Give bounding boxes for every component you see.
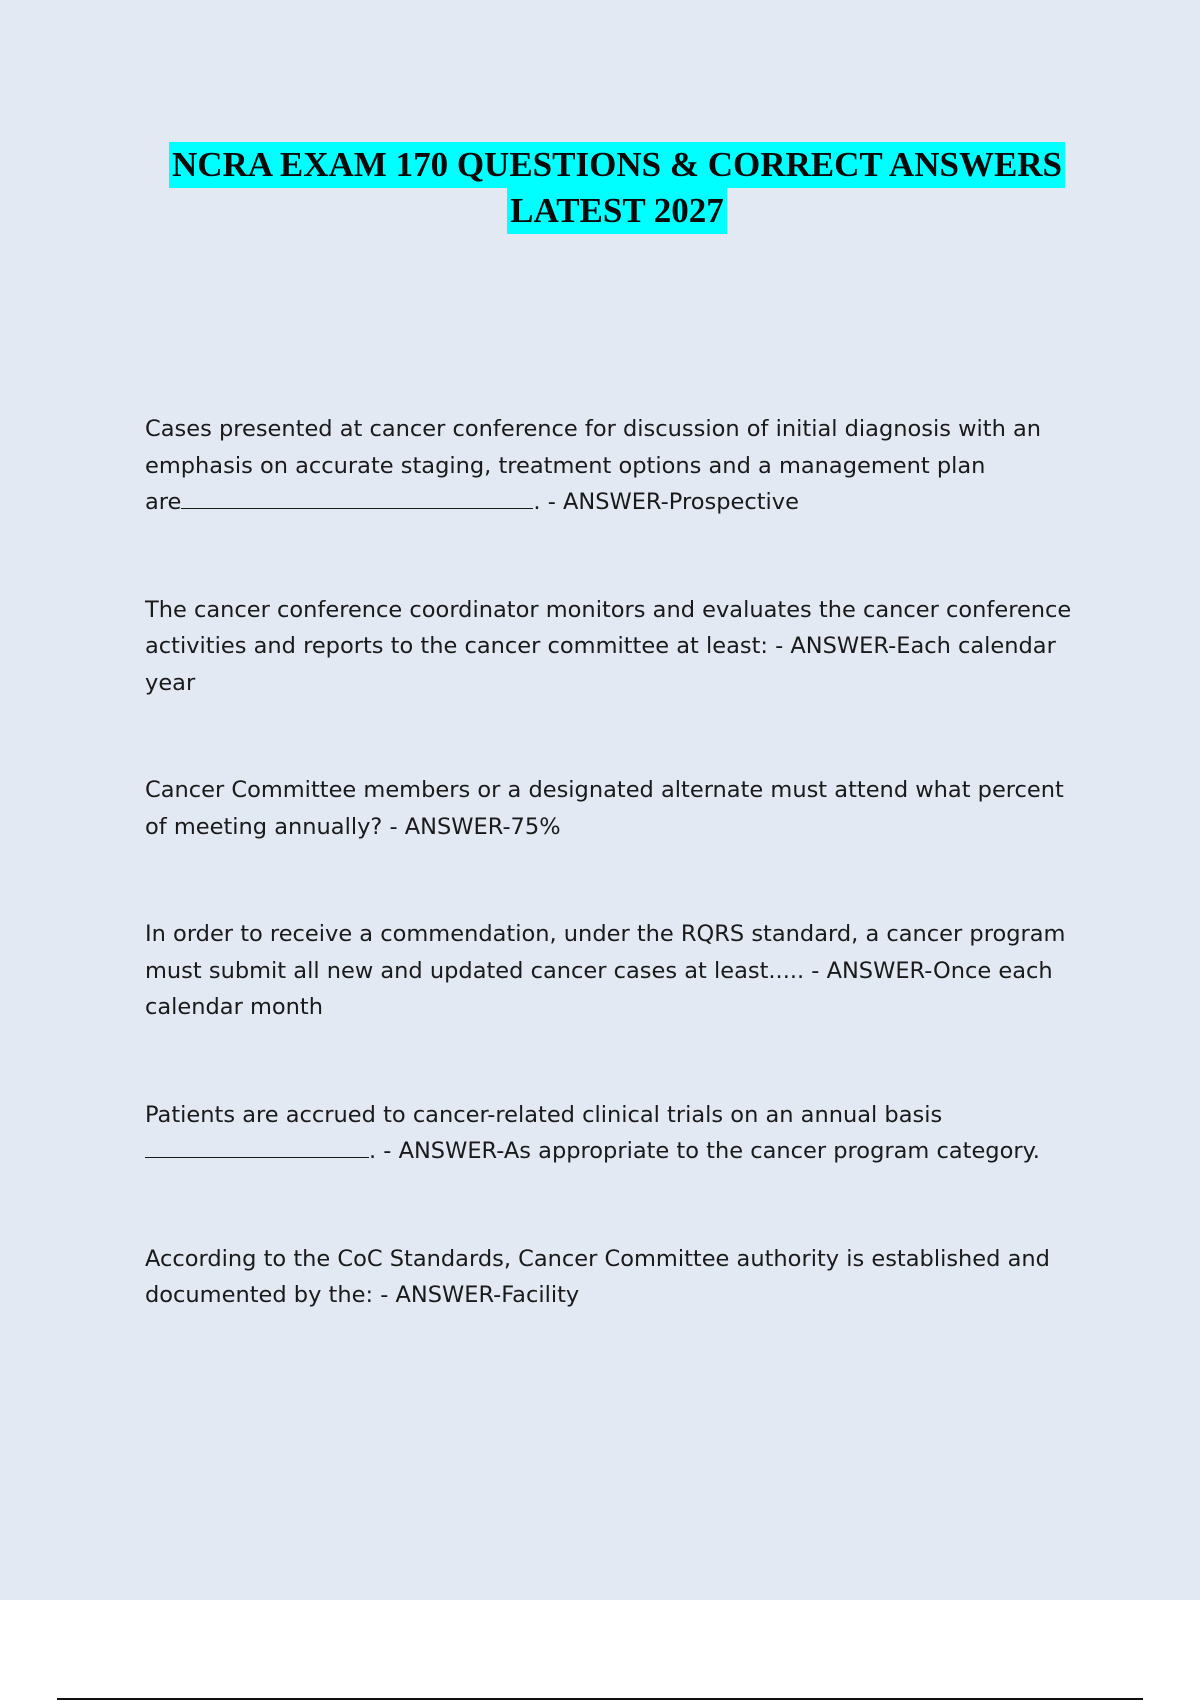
qa-1-line-3-prefix: are — [145, 489, 182, 515]
qa-list — [145, 411, 1105, 1314]
qa-1-line-1: Cases presented at cancer conference for discussion of initial diagnosis with an — [145, 416, 1042, 442]
qa-item-6 — [145, 1241, 1105, 1314]
qa-item-3 — [145, 772, 1105, 845]
qa-5-line-2-suffix: . - ANSWER-As appropriate to the cancer program category. — [369, 1138, 1040, 1164]
title-line-2: LATEST 2027 — [507, 188, 727, 234]
qa-item-5 — [145, 1097, 1105, 1170]
answer-blank — [145, 1133, 369, 1158]
qa-2-line-3: year — [145, 669, 196, 696]
document-title — [0, 142, 1200, 234]
qa-4-line-1: In order to receive a commendation, under the RQRS standard, a cancer program — [145, 921, 1066, 947]
answer-blank — [181, 484, 533, 509]
qa-2-line-2: activities and reports to the cancer committee at least: - ANSWER-Each calendar — [145, 633, 1056, 659]
qa-3-line-2: of meeting annually? - ANSWER-75% — [145, 813, 561, 840]
qa-item-2 — [145, 592, 1105, 702]
qa-2-line-1: The cancer conference coordinator monitors and evaluates the cancer conference — [145, 596, 1072, 623]
qa-1-line-3-suffix: . - ANSWER-Prospective — [533, 489, 799, 515]
qa-1-line-2: emphasis on accurate staging, treatment options and a management plan — [145, 452, 986, 479]
qa-4-line-3: calendar month — [145, 994, 324, 1020]
qa-item-4 — [145, 916, 1105, 1026]
qa-5-line-1: Patients are accrued to cancer-related clinical trials on an annual basis — [145, 1101, 943, 1128]
qa-4-line-2: must submit all new and updated cancer cases at least..... - ANSWER-Once each — [145, 957, 1053, 984]
title-line-1: NCRA EXAM 170 QUESTIONS & CORRECT ANSWERS — [169, 142, 1065, 188]
qa-6-line-2: documented by the: - ANSWER-Facility — [145, 1282, 580, 1308]
qa-item-1 — [145, 411, 1105, 521]
qa-3-line-1: Cancer Committee members or a designated alternate must attend what percent — [145, 777, 1064, 803]
qa-6-line-1: According to the CoC Standards, Cancer Committee authority is established and — [145, 1245, 1050, 1272]
